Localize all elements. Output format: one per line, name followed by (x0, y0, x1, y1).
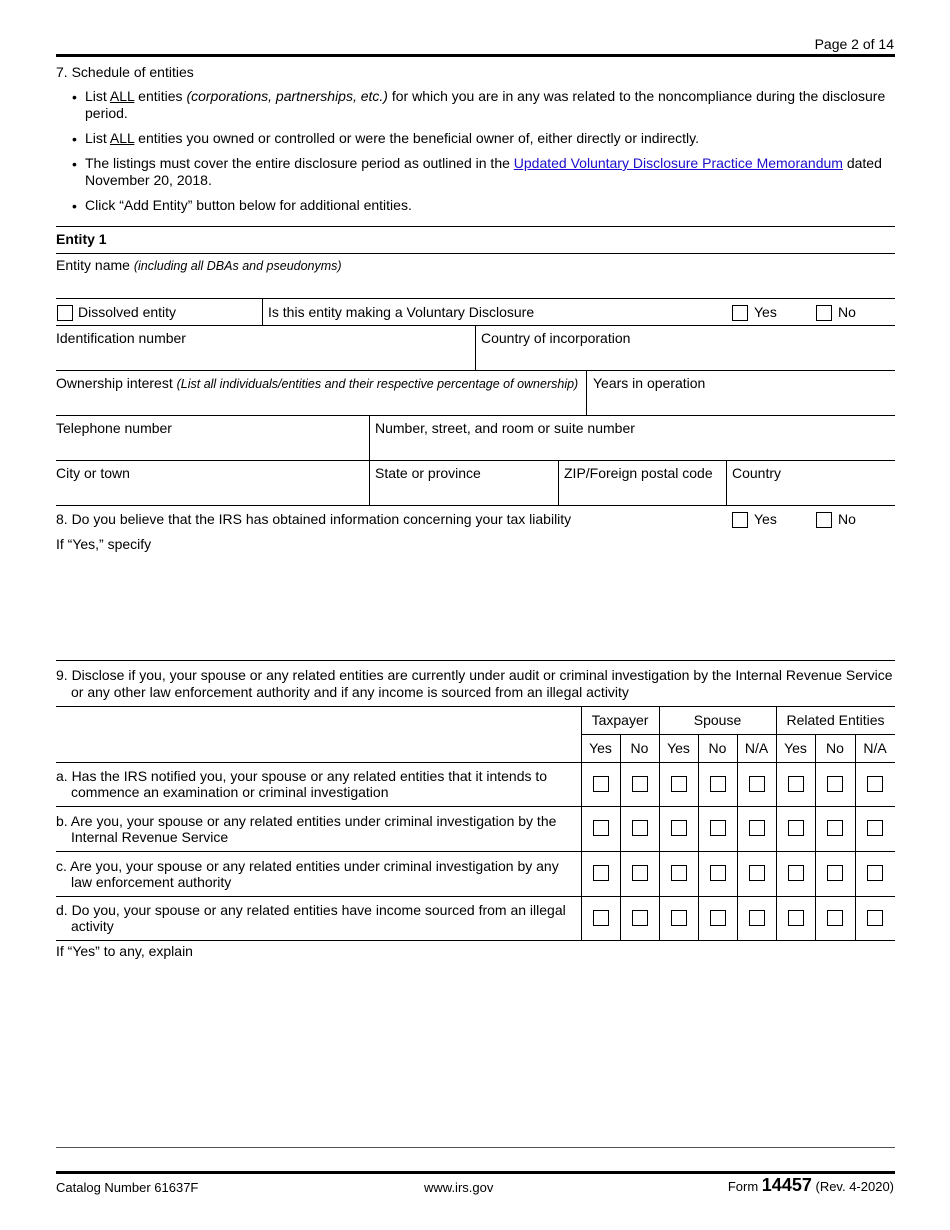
q9-c-related-na-checkbox[interactable] (867, 865, 883, 881)
country-field[interactable]: Country (732, 465, 782, 481)
table-col-line (698, 734, 699, 941)
q9-d-spouse-na-checkbox[interactable] (749, 910, 765, 926)
rule (56, 505, 895, 506)
q9-b-spouse-no-checkbox[interactable] (710, 820, 726, 836)
q9-a-related-na-checkbox[interactable] (867, 776, 883, 792)
q9-top-rule (56, 660, 895, 661)
divider (726, 460, 727, 505)
rule (56, 370, 895, 371)
divider (262, 298, 263, 325)
q9-b-taxpayer-no-checkbox[interactable] (632, 820, 648, 836)
q9-d-related-yes-checkbox[interactable] (788, 910, 804, 926)
form-id: Form 14457 (Rev. 4-2020) (727, 1175, 894, 1195)
state-field[interactable]: State or province (375, 465, 481, 481)
voluntary-no-label: No (838, 304, 856, 320)
divider (586, 370, 587, 415)
q8-yes-label: Yes (754, 511, 777, 527)
q9-row-d-text: d. Do you, your spouse or any related entities have income sourced from an illegal activity (56, 902, 566, 934)
voluntary-yes-label: Yes (754, 304, 777, 320)
website: www.irs.gov (424, 1180, 494, 1195)
question-8-text: 8. Do you believe that the IRS has obtained information concerning your tax liability (56, 511, 572, 527)
q9-d-related-no-checkbox[interactable] (827, 910, 843, 926)
bullet-3: The listings must cover the entire disclosure period as outlined in the Updated Voluntary Disclosure Practice Memorandum dated November 20, 2018. (85, 155, 882, 188)
q9-row-b-text: b. Are you, your spouse or any related entities under criminal investigation by the Internal Revenue Service (56, 813, 557, 845)
q8-yes-checkbox[interactable] (732, 512, 748, 528)
table-col-line (737, 734, 738, 941)
q9-row-c-text: c. Are you, your spouse or any related entities under criminal investigation by any law enforcement authority (56, 858, 559, 890)
q9-a-spouse-na-checkbox[interactable] (749, 776, 765, 792)
bullet-marker: • (72, 131, 77, 147)
rule (56, 415, 895, 416)
subhead-spouse-yes: Yes (667, 740, 690, 756)
q9-b-spouse-yes-checkbox[interactable] (671, 820, 687, 836)
zip-field[interactable]: ZIP/Foreign postal code (564, 465, 713, 481)
country-of-incorporation-field[interactable]: Country of incorporation (481, 330, 631, 346)
q9-row-a-text: a. Has the IRS notified you, your spouse or any related entities that it intends to commence an examination or criminal investigation (56, 768, 548, 800)
rule (56, 298, 895, 299)
telephone-number-field[interactable]: Telephone number (56, 420, 172, 436)
section-7-title: 7. Schedule of entities (56, 64, 194, 80)
bullet-marker: • (72, 89, 77, 105)
subhead-spouse-na: N/A (744, 740, 769, 756)
q9-d-taxpayer-no-checkbox[interactable] (632, 910, 648, 926)
divider (558, 460, 559, 505)
dissolved-entity-label: Dissolved entity (78, 304, 177, 320)
rule (56, 940, 895, 941)
entity-top-rule (56, 226, 895, 227)
footer-thick-rule (56, 1171, 895, 1174)
header-rule (56, 54, 895, 57)
rule (56, 762, 895, 763)
entity-name-field[interactable]: Entity name (including all DBAs and pseudonyms) (56, 257, 342, 273)
subhead-related-na: N/A (863, 740, 887, 756)
footer-thin-rule (56, 1147, 895, 1148)
rule (56, 460, 895, 461)
q9-d-taxpayer-yes-checkbox[interactable] (593, 910, 609, 926)
subhead-taxpayer-no: No (630, 740, 649, 756)
rule (56, 806, 895, 807)
catalog-number: Catalog Number 61637F (56, 1180, 199, 1195)
memorandum-link[interactable]: Updated Voluntary Disclosure Practice Memorandum (513, 155, 843, 171)
q9-b-related-na-checkbox[interactable] (867, 820, 883, 836)
question-9-text: 9. Disclose if you, your spouse or any related entities are currently under audit or criminal investigation by the Internal Revenue Service or any other law enforcement authority and if any income is sourced from an illegal activity (56, 667, 893, 700)
subhead-spouse-no: No (708, 740, 727, 756)
subhead-related-yes: Yes (784, 740, 807, 756)
q9-c-taxpayer-yes-checkbox[interactable] (593, 865, 609, 881)
q9-table-top-rule (56, 706, 895, 707)
q9-c-taxpayer-no-checkbox[interactable] (632, 865, 648, 881)
q9-b-taxpayer-yes-checkbox[interactable] (593, 820, 609, 836)
q9-explain-field[interactable]: If “Yes” to any, explain (56, 943, 193, 959)
rule (581, 734, 895, 735)
header-related-entities: Related Entities (786, 712, 885, 728)
subhead-taxpayer-yes: Yes (589, 740, 612, 756)
q9-b-related-yes-checkbox[interactable] (788, 820, 804, 836)
q8-specify-field[interactable]: If “Yes,” specify (56, 536, 152, 552)
table-col-line (815, 734, 816, 941)
page-number: Page 2 of 14 (814, 36, 894, 52)
q9-a-related-yes-checkbox[interactable] (788, 776, 804, 792)
street-address-field[interactable]: Number, street, and room or suite number (375, 420, 635, 436)
ownership-interest-field[interactable]: Ownership interest (List all individuals/entities and their respective percentage of ownership) (56, 375, 579, 391)
city-field[interactable]: City or town (56, 465, 130, 481)
bullet-marker: • (72, 198, 77, 214)
q9-b-related-no-checkbox[interactable] (827, 820, 843, 836)
q9-a-spouse-no-checkbox[interactable] (710, 776, 726, 792)
header-taxpayer: Taxpayer (591, 712, 649, 728)
years-in-operation-field[interactable]: Years in operation (593, 375, 706, 391)
voluntary-no-checkbox[interactable] (816, 305, 832, 321)
q9-c-related-yes-checkbox[interactable] (788, 865, 804, 881)
q9-d-spouse-no-checkbox[interactable] (710, 910, 726, 926)
voluntary-yes-checkbox[interactable] (732, 305, 748, 321)
table-col-line (855, 734, 856, 941)
q9-a-related-no-checkbox[interactable] (827, 776, 843, 792)
q9-a-spouse-yes-checkbox[interactable] (671, 776, 687, 792)
bullet-2: List ALL entities you owned or controlled or were the beneficial owner of, either directly or indirectly. (85, 130, 699, 146)
q9-d-related-na-checkbox[interactable] (867, 910, 883, 926)
table-col-line (620, 734, 621, 941)
q9-b-spouse-na-checkbox[interactable] (749, 820, 765, 836)
bullet-4: Click “Add Entity” button below for additional entities. (85, 197, 412, 213)
q9-c-related-no-checkbox[interactable] (827, 865, 843, 881)
q9-c-spouse-na-checkbox[interactable] (749, 865, 765, 881)
divider (475, 325, 476, 370)
dissolved-entity-checkbox[interactable] (57, 305, 73, 321)
subhead-related-no: No (826, 740, 844, 756)
rule (56, 896, 895, 897)
bullet-marker: • (72, 156, 77, 172)
entity-title-rule (56, 253, 895, 254)
q8-no-checkbox[interactable] (816, 512, 832, 528)
bullet-1: List ALL entities (corporations, partnerships, etc.) for which you are in any was related to the noncompliance during the disclosure period. (85, 88, 886, 121)
q8-no-label: No (838, 511, 856, 527)
rule (56, 851, 895, 852)
q9-c-spouse-yes-checkbox[interactable] (671, 865, 687, 881)
header-spouse: Spouse (693, 712, 742, 728)
identification-number-field[interactable]: Identification number (56, 330, 186, 346)
entity-title: Entity 1 (56, 231, 107, 247)
q9-a-taxpayer-yes-checkbox[interactable] (593, 776, 609, 792)
q9-a-taxpayer-no-checkbox[interactable] (632, 776, 648, 792)
q9-c-spouse-no-checkbox[interactable] (710, 865, 726, 881)
voluntary-disclosure-label: Is this entity making a Voluntary Disclosure (268, 304, 535, 320)
q9-d-spouse-yes-checkbox[interactable] (671, 910, 687, 926)
